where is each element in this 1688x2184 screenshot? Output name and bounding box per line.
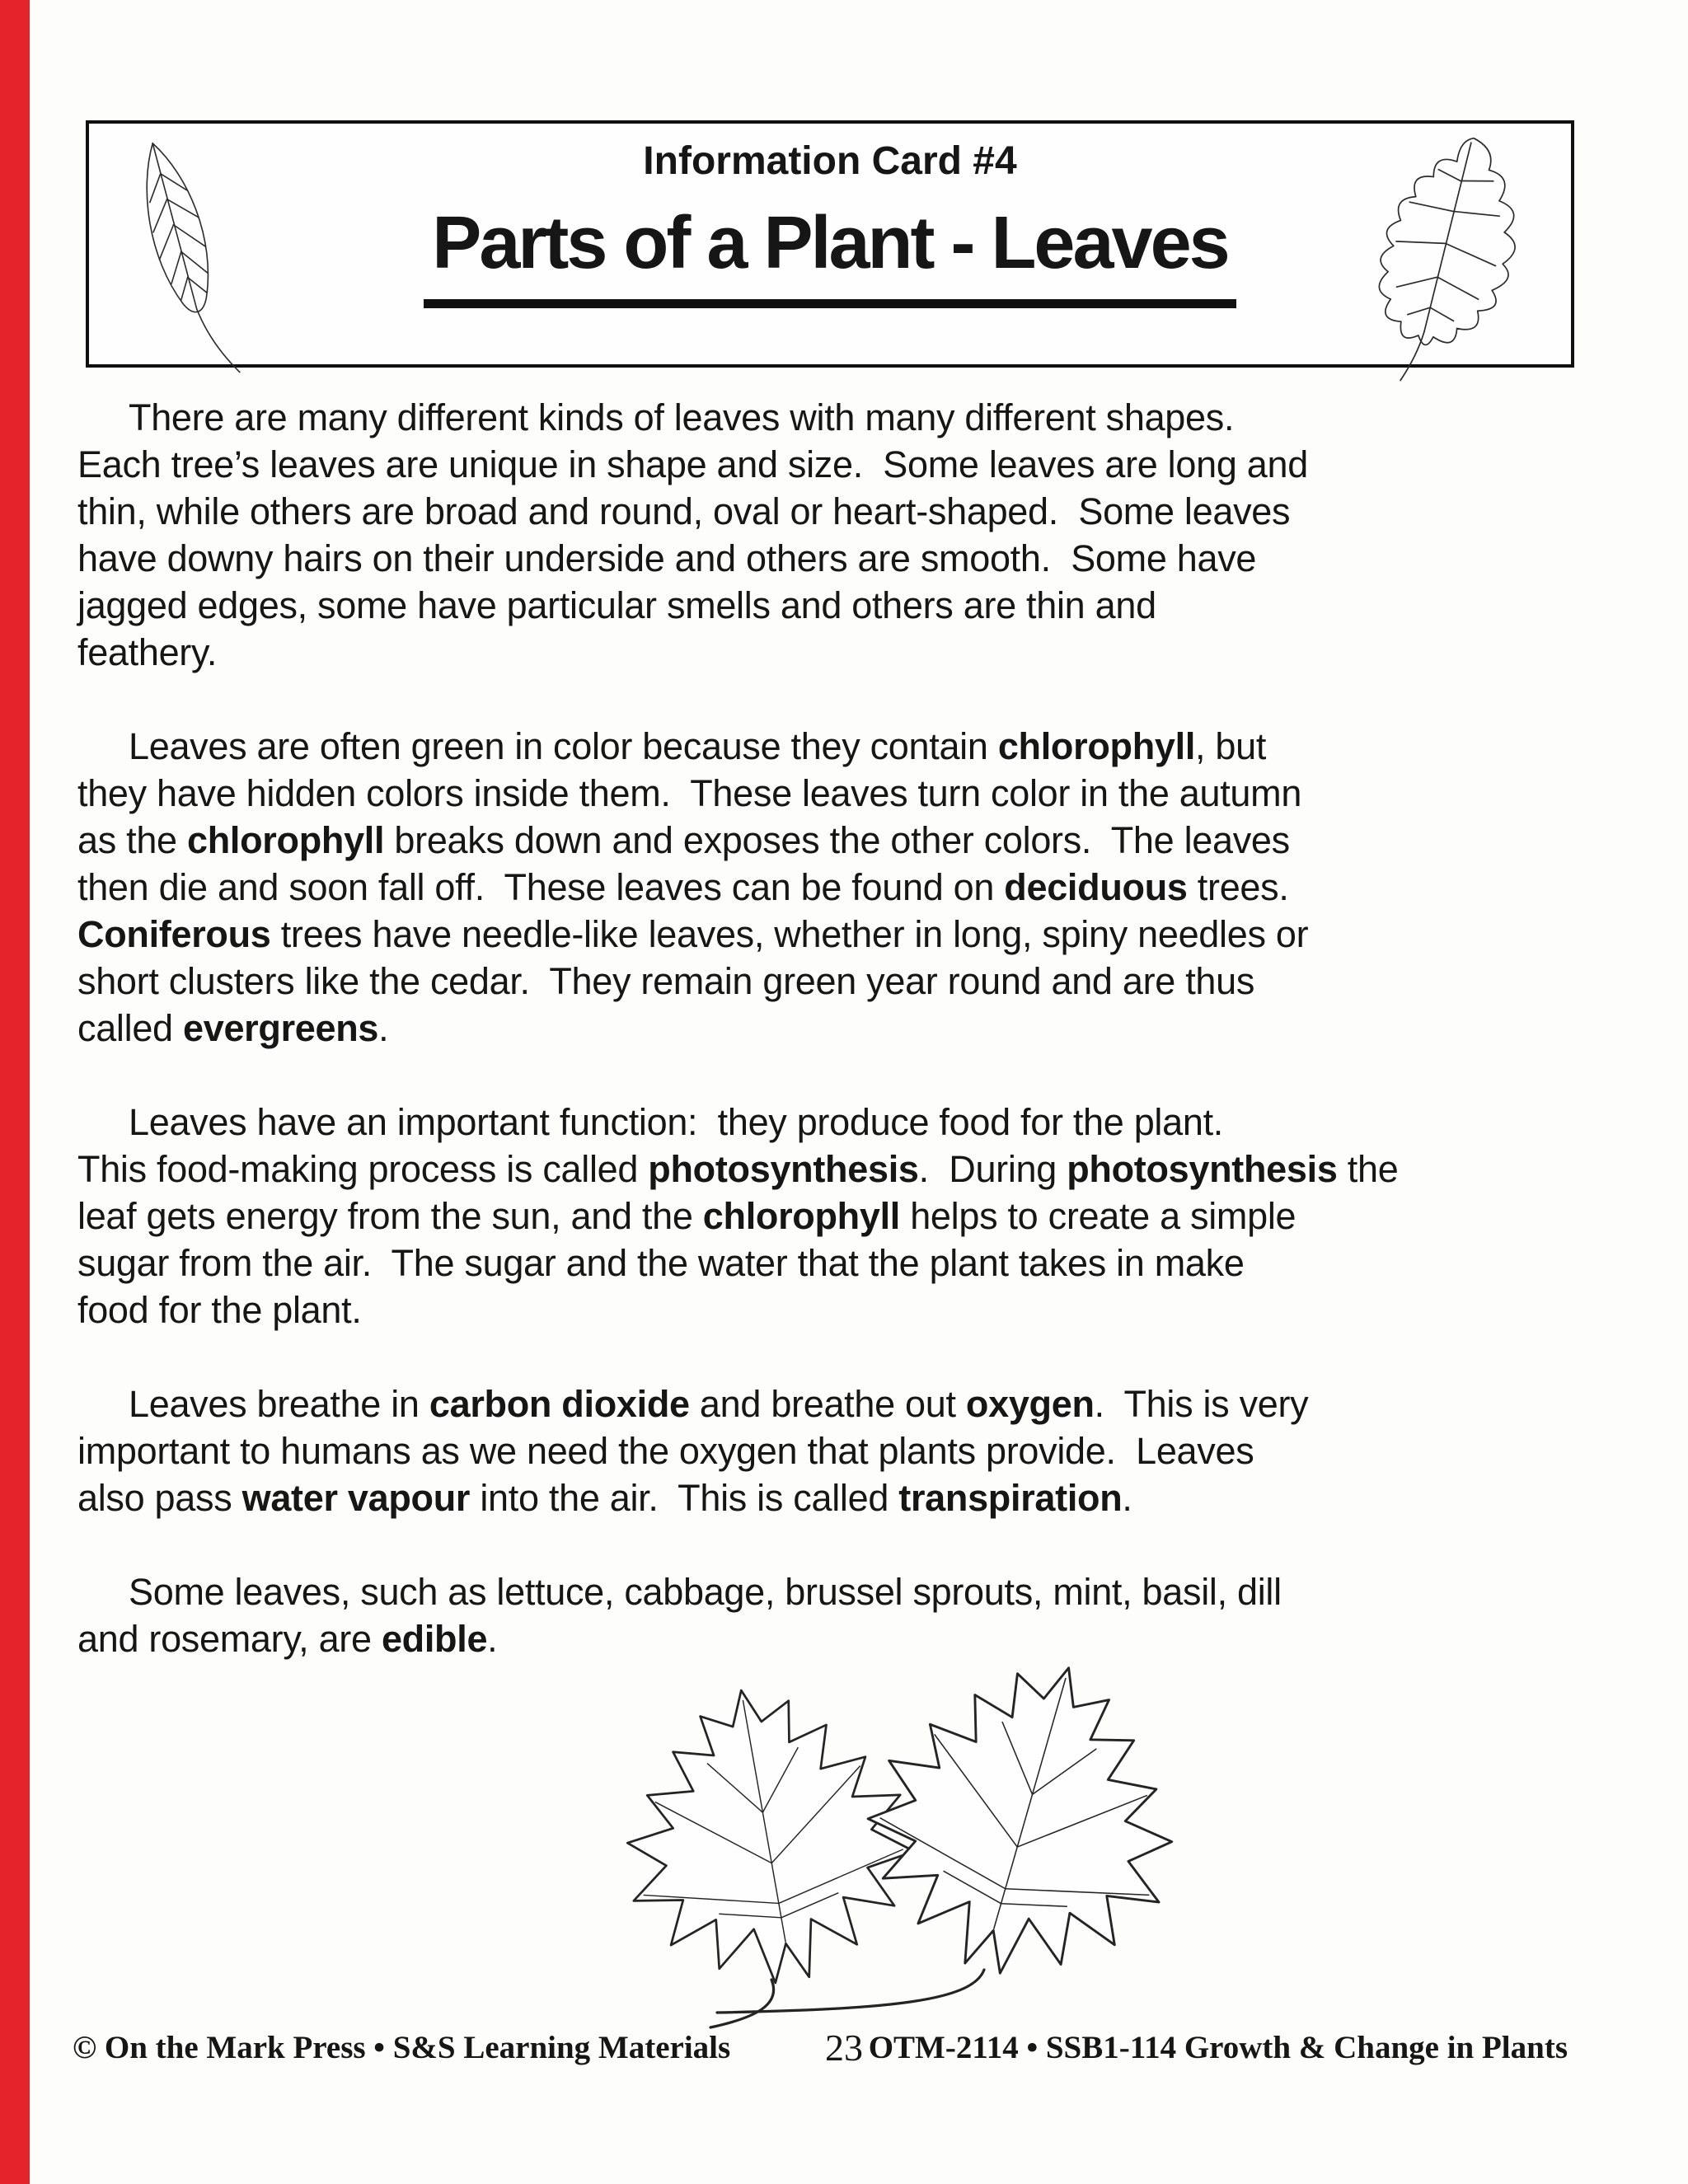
text-line: Some leaves, such as lettuce, cabbage, brussel sprouts, mint, basil, dill xyxy=(129,1571,1282,1613)
text-line: have downy hairs on their underside and others are smooth. Some have xyxy=(77,537,1257,579)
text-line: short clusters like the cedar. They remain green year round and are thus xyxy=(77,960,1255,1002)
text-line: Each tree’s leaves are unique in shape and size. Some leaves are long and xyxy=(77,443,1308,485)
footer-series: OTM-2114 • SSB1-114 Growth & Change in Plants xyxy=(868,2030,1568,2065)
paragraph xyxy=(77,394,1632,676)
paragraph xyxy=(77,1099,1632,1333)
text-line: and rosemary, are edible. xyxy=(77,1618,498,1660)
text-line: they have hidden colors inside them. These leaves turn color in the autumn xyxy=(77,772,1302,814)
page-title-wrap xyxy=(89,201,1571,308)
text-line: food for the plant. xyxy=(77,1289,362,1331)
card-label: Information Card #4 xyxy=(643,139,1017,183)
text-line: Leaves are often green in color because they contain chlorophyll, but xyxy=(129,725,1267,767)
body-paragraphs xyxy=(77,394,1632,1709)
maple-leaves-icon xyxy=(587,1637,1200,2049)
text-line: also pass water vapour into the air. This is called transpiration. xyxy=(77,1477,1132,1519)
page-footer xyxy=(0,2021,1688,2079)
footer-publisher: © On the Mark Press • S&S Learning Materials xyxy=(73,2030,731,2065)
text-line: feathery. xyxy=(77,631,218,673)
text-line: jagged edges, some have particular smells and others are thin and xyxy=(77,584,1156,626)
paragraph xyxy=(77,723,1632,1052)
page-title: Parts of a Plant - Leaves xyxy=(424,201,1236,308)
text-line: then die and soon fall off. These leaves can be found on deciduous trees. xyxy=(77,866,1289,908)
paragraph xyxy=(77,1380,1632,1521)
text-line: thin, while others are broad and round, oval or heart-shaped. Some leaves xyxy=(77,490,1291,532)
text-line: called evergreens. xyxy=(77,1007,389,1049)
text-line: sugar from the air. The sugar and the water that the plant takes in make xyxy=(77,1242,1245,1284)
text-line: leaf gets energy from the sun, and the chlorophyll helps to create a simple xyxy=(77,1195,1296,1237)
text-line: Leaves breathe in carbon dioxide and breathe out oxygen. This is very xyxy=(129,1383,1309,1425)
text-line: as the chlorophyll breaks down and exposes the other colors. The leaves xyxy=(77,819,1290,861)
information-card-header xyxy=(86,120,1574,368)
text-line: There are many different kinds of leaves with many different shapes. xyxy=(129,396,1235,438)
text-line: important to humans as we need the oxygen that plants provide. Leaves xyxy=(77,1430,1254,1472)
page-edge-strip xyxy=(0,0,30,2184)
text-line: Leaves have an important function: they produce food for the plant. xyxy=(129,1101,1223,1143)
text-line: Coniferous trees have needle-like leaves, whether in long, spiny needles or xyxy=(77,913,1309,955)
text-line: This food-making process is called photosynthesis. During photosynthesis the xyxy=(77,1148,1399,1190)
page-number: 23 xyxy=(825,2027,863,2069)
